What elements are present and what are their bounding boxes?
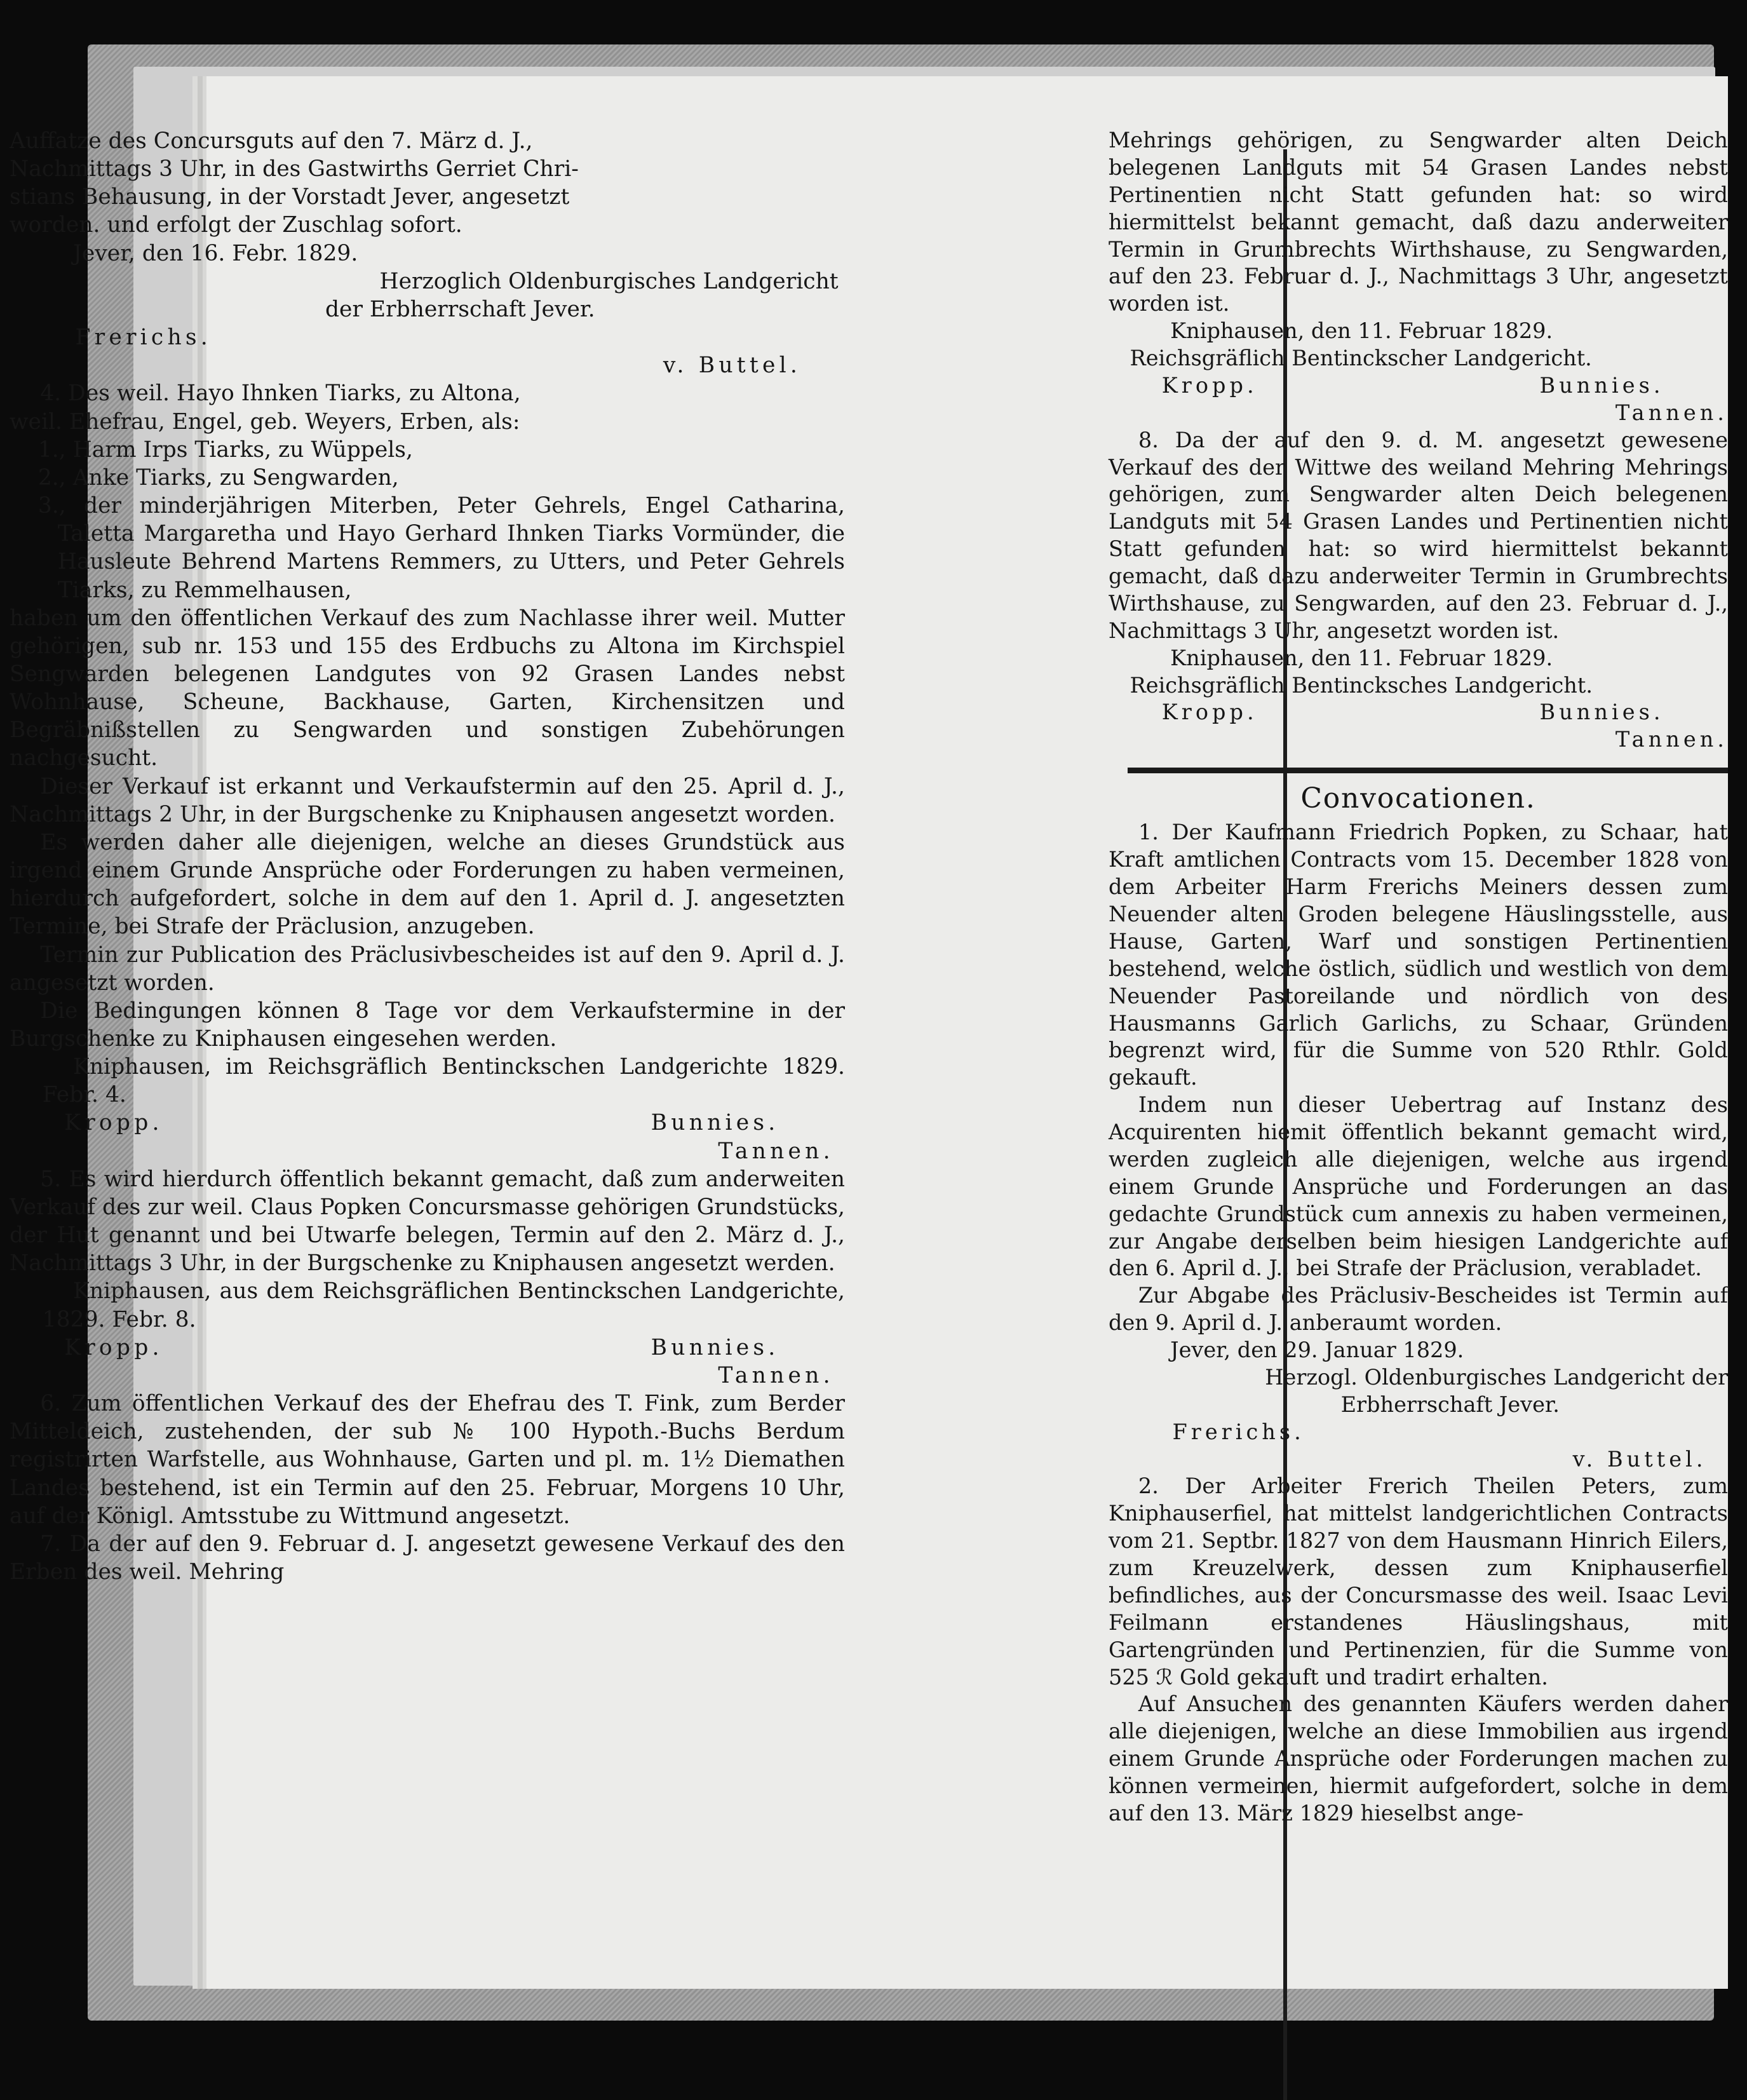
convocation-1-signature-1: Frerichs. <box>1172 1419 1305 1444</box>
printed-page <box>10 76 1728 1989</box>
convocation-2-body: 2. Der Arbeiter Frerich Theilen Peters, zum Kniphauserfiel, hat mittelst landgerichtlichen Contracts vom 21. Septbr. 1827 von dem Hausmann Hinrich Eilers, zum Kreuzelwerk, dessen zum Kniphauserfiel befindliches, aus der Concursmasse des weil. Isaac Levi Feilmann erstandenes Häuslingshaus, mit Gartengründen und Pertinenzien, für die Summe von 525 ℛ Gold gekauft und tradirt erhalten. <box>1109 1473 1728 1690</box>
notice-7-signature-3: Tannen. <box>1615 400 1728 425</box>
notice-8-signature-1: Kropp. <box>1161 700 1258 725</box>
notice-4-signatures <box>10 1109 845 1137</box>
intro-line-2: Nachmittags 3 Uhr, in des Gastwirths Gerriet Chri- <box>10 156 579 182</box>
intro-line-4: worden. und erfolgt der Zuschlag sofort. <box>10 212 462 238</box>
notice-7-signature-2: Bunnies. <box>1539 372 1664 398</box>
convocation-1-place: Jever, den 29. Januar 1829. <box>1170 1338 1464 1363</box>
notice-7-signatures <box>1109 372 1728 400</box>
section-heading: Convocationen. <box>1300 782 1536 815</box>
intro-court-2: der Erbherrschaft Jever. <box>325 296 595 322</box>
notice-8-place: Kniphausen, den 11. Februar 1829. <box>1170 645 1553 670</box>
notice-4-line-1: 4. Des weil. Hayo Ihnken Tiarks, zu Altona, <box>40 381 521 407</box>
notice-8-signature-3: Tannen. <box>1615 727 1728 752</box>
section-rule <box>1128 768 1728 773</box>
notice-4-line-2: weil. Ehefrau, Engel, geb. Weyers, Erben, als: <box>10 409 520 435</box>
intro-signature-2: v. Buttel. <box>663 353 801 379</box>
notice-5-body: 5. Es wird hierdurch öffentlich bekannt gemacht, daß zum anderweiten Verkauf des zur weil. Claus Popken Concursmasse gehörigen Grundstücks, der Hut genannt und bei Utwarfe belegen, Termin auf den 2. März d. J., Nachmittags 3 Uhr, in der Burgschenke zu Kniphausen angesetzt werden. <box>10 1166 845 1277</box>
notice-8-body: 8. Da der auf den 9. d. M. angesetzt gewesene Verkauf des der Wittwe des weiland Mehring Mehrings gehörigen, zum Sengwarder alten Deich belegenen Landguts mit 54 Grasen Landes und Pertinentien nicht Statt gefunden hat: so wird hiermittelst bekannt gemacht, daß dazu anderweiter Termin in Grumbrechts Wirthshause, zu Sengwarden, auf den 23. Februar d. J., Nachmittags 3 Uhr, angesetzt worden ist. <box>1109 427 1728 643</box>
intro-line-1: Auffatze des Concursguts auf den 7. März d. J., <box>10 128 533 154</box>
notice-8-signature-2: Bunnies. <box>1539 700 1664 725</box>
notice-4-item-3: 3., der minderjährigen Miterben, Peter Gehrels, Engel Catharina, Taletta Margaretha und Hayo Gerhard Ihnken Tiarks Vormünder, die Hausleute Behrend Martens Remmers, zu Utters, und Peter Gehrels Tiarks, zu Remmelhausen, <box>37 493 845 603</box>
notice-4-paragraph-2: Dieser Verkauf ist erkannt und Verkaufstermin auf den 25. April d. J., Nachmittags 2 Uhr, in der Burgschenke zu Kniphausen angesetzt worden. <box>10 773 845 827</box>
notice-7-place: Kniphausen, den 11. Februar 1829. <box>1170 318 1553 344</box>
notice-7-continued: Mehrings gehörigen, zu Sengwarder alten Deich belegenen Landguts mit 54 Grasen Landes nebst Pertinentien nicht Statt gefunden hat: so wird hiermittelst bekannt gemacht, daß dazu anderweiter Termin in Grumbrechts Wirthshause, zu Sengwarden, auf den 23. Februar d. J., Nachmittags 3 Uhr, angesetzt worden ist. <box>1109 128 1728 316</box>
convocation-1-body: 1. Der Kaufmann Friedrich Popken, zu Schaar, hat Kraft amtlichen Contracts vom 15. December 1828 von dem Arbeiter Harm Frerichs Meiners dessen zum Neuender alten Groden belegene Häuslingsstelle, aus Hause, Garten, Warf und sonstigen Pertinentien bestehend, welche östlich, südlich und westlich von dem Neuender Pastoreilande und nördlich von des Hausmanns Garlich Garlichs, zu Schaar, Gründen begrenzt wird, für die Summe von 520 Rthlr. Gold gekauft. <box>1109 820 1728 1090</box>
right-column <box>1109 127 1728 1827</box>
convocation-1-court-2: Erbherrschaft Jever. <box>1340 1392 1560 1417</box>
convocation-1-court-1: Herzogl. Oldenburgisches Landgericht der <box>1265 1364 1728 1390</box>
convocation-2-paragraph-2: Auf Ansuchen des genannten Käufers werden daher alle diejenigen, welche an diese Immobilien aus irgend einem Grunde Ansprüche oder Forderungen machen zu können vermeinen, hiermit aufgefordert, solche in dem auf den 13. März 1829 hieselbst ange- <box>1109 1691 1728 1826</box>
notice-4-item-2: 2., Anke Tiarks, zu Sengwarden, <box>37 464 399 491</box>
notice-7-body: 7. Da der auf den 9. Februar d. J. angesetzt gewesene Verkauf des den Erben des weil. Mehring <box>10 1531 845 1585</box>
notice-4-item-1: 1., Harm Irps Tiarks, zu Wüppels, <box>37 437 413 463</box>
notice-5-signature-2: Bunnies. <box>651 1334 779 1360</box>
notice-8-signatures <box>1109 699 1728 726</box>
notice-4-signature-3: Tannen. <box>718 1138 834 1164</box>
notice-4-signature-1: Kropp. <box>64 1110 163 1136</box>
notice-4-paragraph-3: Es werden daher alle diejenigen, welche an dieses Grundstück aus irgend einem Grunde Ansprüche oder Forderungen zu haben vermeinen, hierdurch aufgefordert, solche in dem auf den 1. April d. J. angesetzten Termine, bei Strafe der Präclusion, anzugeben. <box>10 829 845 940</box>
intro-court-1: Herzoglich Oldenburgisches Landgericht <box>379 268 839 294</box>
notice-7-signature-1: Kropp. <box>1161 372 1258 398</box>
left-column <box>10 127 845 1586</box>
notice-5-signatures <box>10 1334 845 1362</box>
intro-signature-1: Frerichs. <box>75 325 212 351</box>
notice-4-body: haben um den öffentlichen Verkauf des zum Nachlasse ihrer weil. Mutter gehörigen, sub nr. 153 und 155 des Erdbuchs zu Altona im Kirchspiel Sengwarden belegenen Landgutes von 92 Grasen Landes nebst Wohnhause, Scheune, Backhause, Garten, Kirchensitzen und Begräbnißstellen zu Sengwarden und sonstigen Zubehörungen nachgesucht. <box>10 605 845 771</box>
notice-5-signature-3: Tannen. <box>718 1362 834 1388</box>
notice-4-place: Kniphausen, im Reichsgräflich Bentinckschen Landgerichte 1829. Febr. 4. <box>42 1054 845 1108</box>
convocation-1-paragraph-3: Zur Abgabe des Präclusiv-Bescheides ist Termin auf den 9. April d. J. anberaumt worden. <box>1109 1283 1728 1336</box>
notice-5-place: Kniphausen, aus dem Reichsgräflichen Bentinckschen Landgerichte, 1829. Febr. 8. <box>42 1278 845 1332</box>
notice-6-body: 6. Zum öffentlichen Verkauf des der Ehefrau des T. Fink, zum Berder Mitteldeich, zustehenden, der sub № 100 Hypoth.-Buchs Berdum registrirten Warfstelle, aus Wohnhause, Garten und pl. m. 1½ Diemathen Landes bestehend, ist ein Termin auf den 25. Februar, Morgens 10 Uhr, auf der Königl. Amtsstube zu Wittmund angesetzt. <box>10 1391 845 1529</box>
notice-5-signature-1: Kropp. <box>64 1334 163 1360</box>
convocation-1-paragraph-2: Indem nun dieser Uebertrag auf Instanz des Acquirenten hiemit öffentlich bekannt gemacht wird, werden zugleich alle diejenigen, welche aus irgend einem Grunde Ansprüche und Forderungen an das gedachte Grundstück cum annexis zu haben vermeinen, zur Angabe derselben beim hiesigen Landgerichte auf den 6. April d. J., bei Strafe der Präclusion, verabladet. <box>1109 1092 1728 1281</box>
convocation-1-signature-2: v. Buttel. <box>1572 1446 1707 1472</box>
notice-8-court: Reichsgräflich Bentincksches Landgericht. <box>1130 672 1593 698</box>
notice-4-signature-2: Bunnies. <box>651 1110 779 1136</box>
notice-4-paragraph-4: Termin zur Publication des Präclusivbescheides ist auf den 9. April d. J. angesetzt worden. <box>10 942 845 996</box>
notice-4-paragraph-5: Die Bedingungen können 8 Tage vor dem Verkaufstermine in der Burgschenke zu Kniphausen eingesehen werden. <box>10 998 845 1052</box>
intro-line-3: stians Behausung, in der Vorstadt Jever, angesetzt <box>10 184 570 210</box>
notice-7-court: Reichsgräflich Bentinckscher Landgericht. <box>1130 346 1592 370</box>
intro-date: Jever, den 16. Febr. 1829. <box>73 240 358 266</box>
